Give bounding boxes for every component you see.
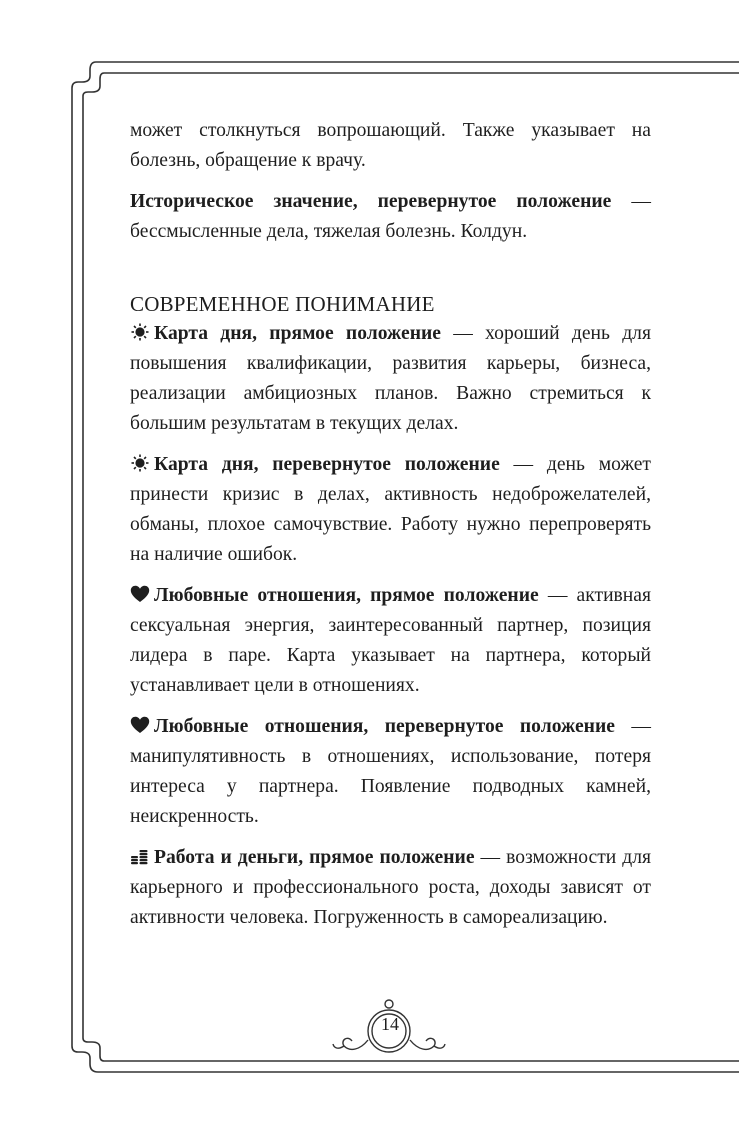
entry-work-upright: Работа и деньги, прямое положение — возможности для карьерного и профессионального роста, доходы зависят от активности человека. Погруженность в самореализацию. (130, 847, 651, 928)
page-number: 14 (381, 1014, 399, 1034)
sun-icon (130, 323, 150, 341)
paragraph-historical-reversed: Историческое значение, перевернутое положение — бессмысленные дела, тяжелая болезнь. Колдун. (130, 191, 651, 242)
paragraph-heading: Историческое значение, перевернутое положение (130, 191, 612, 212)
sun-icon (130, 454, 150, 472)
paragraph-continued: может столкнуться вопрошающий. Также указывает на болезнь, обращение к врачу. (130, 120, 651, 171)
heart-icon (130, 585, 150, 603)
heart-icon (130, 716, 150, 734)
entry-day-reversed: Карта дня, перевернутое положение — день может принести кризис в делах, активность недоброжелателей, обманы, плохое самочувствие. Работу нужно перепроверять на наличие ошибок. (130, 454, 651, 565)
page-body (130, 116, 651, 933)
entry-love-upright: Любовные отношения, прямое положение — активная сексуальная энергия, заинтересованный партнер, позиция лидера в паре. Карта указывает на партнера, который устанавливает цели в отношениях. (130, 585, 652, 696)
coins-icon (130, 847, 150, 865)
entry-day-upright: Карта дня, прямое положение — хороший день для повышения квалификации, развития карьеры, бизнеса, реализации амбициозных планов. Важно стремиться к большим результатам в текущих делах. (130, 323, 651, 434)
entry-love-reversed: Любовные отношения, перевернутое положение — манипулятивность в отношениях, использование, потеря интереса у партнера. Появление подводных камней, неискренность. (130, 716, 651, 827)
section-title: СОВРЕМЕННОЕ ПОНИМАНИЕ (130, 292, 435, 316)
